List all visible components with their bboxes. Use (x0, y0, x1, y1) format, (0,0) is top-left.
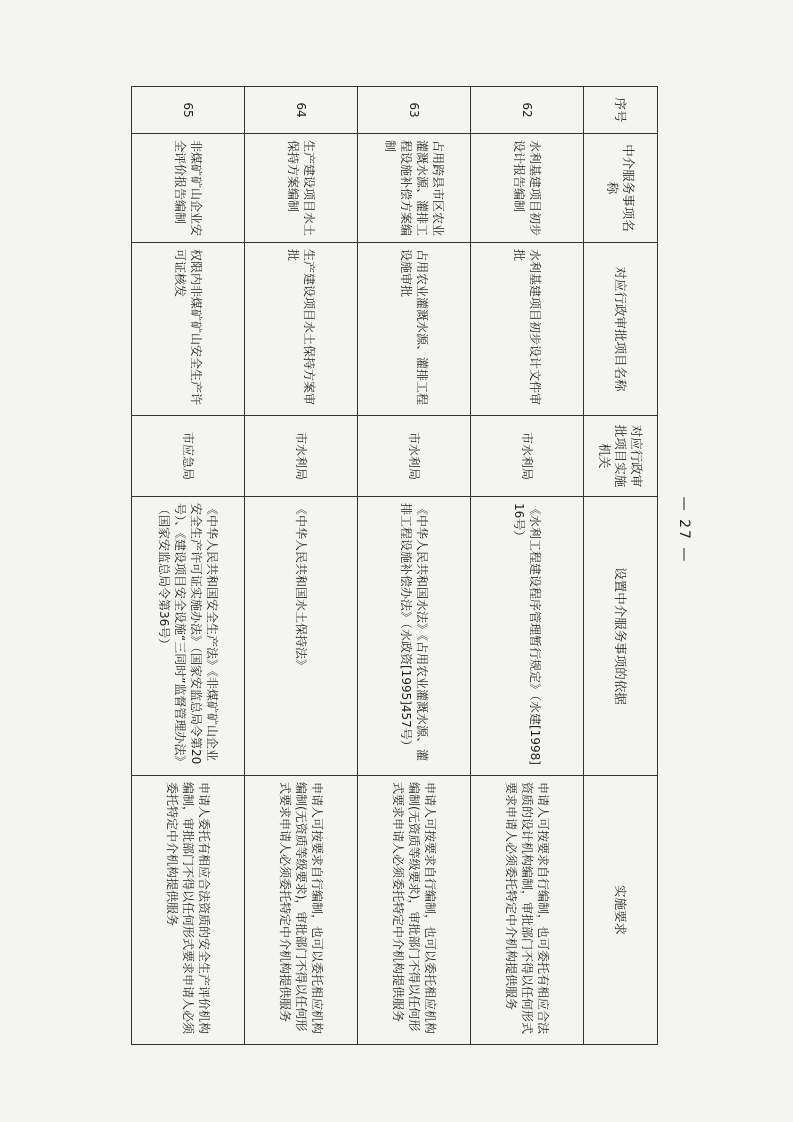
row-approval-name: 占用农业灌溉水源、灌排工程设施审批 (358, 243, 471, 416)
intermediary-services-table (131, 86, 658, 1045)
row-seq: 62 (471, 87, 584, 134)
table-row (132, 87, 245, 1045)
row-basis: 《中华人民共和国安全生产法》《非煤矿矿山企业安全生产许可证实施办法》（国家安监总局令第20号）、《建设项目安全设施“三同时”监督管理办法》（国家安监总局令第36号） (132, 497, 245, 776)
row-basis: 《中华人民共和国水土保持法》 (245, 497, 358, 776)
header-seq: 序号 (584, 87, 658, 134)
row-seq: 65 (132, 87, 245, 134)
row-requirement: 申请人可按要求自行编制，也可以委托相应机构编制(无资质等级要求)，审批部门不得以任何形式要求申请人必须委托特定中介机构提供服务 (358, 776, 471, 1045)
table-row (471, 87, 584, 1045)
header-basis: 设置中介服务事项的依据 (584, 497, 658, 776)
table-header-row (584, 87, 658, 1045)
row-basis: 《中华人民共和国水法》《占用农业灌溉水源、灌排工程设施补偿办法》（水政资[1995]457号） (358, 497, 471, 776)
row-agency: 市应急局 (132, 416, 245, 497)
row-service-name: 占用跨县市区农业灌溉水源、灌排工程设施补偿方案编制 (358, 134, 471, 243)
row-seq: 64 (245, 87, 358, 134)
row-agency: 市水利局 (358, 416, 471, 497)
row-requirement: 申请人可按要求自行编制，也可以委托相应机构编制(无资质等级要求)，审批部门不得以任何形式要求申请人必须委托特定中介机构提供服务 (245, 776, 358, 1045)
row-approval-name: 权限内非煤矿矿山安全生产许可证核发 (132, 243, 245, 416)
header-agency: 对应行政审批项目实施机关 (584, 416, 658, 497)
table-row (245, 87, 358, 1045)
row-basis: 《水利工程建设程序管理暂行规定》（水建[1998]16号） (471, 497, 584, 776)
row-requirement: 申请人委托有相应合法资质的安全生产评价机构编制，审批部门不得以任何形式要求申请人必须委托特定中介机构提供服务 (132, 776, 245, 1045)
row-agency: 市水利局 (471, 416, 584, 497)
row-service-name: 生产建设项目水土保持方案编制 (245, 134, 358, 243)
row-approval-name: 水利基建项目初步设计文件审批 (471, 243, 584, 416)
header-service-name: 中介服务事项名称 (584, 134, 658, 243)
header-approval-name: 对应行政审批项目名称 (584, 243, 658, 416)
row-service-name: 水利基建项目初步设计报告编制 (471, 134, 584, 243)
row-service-name: 非煤矿矿山企业安全评价报告编制 (132, 134, 245, 243)
row-agency: 市水利局 (245, 416, 358, 497)
page-number: — 27 — (676, 496, 692, 564)
row-seq: 63 (358, 87, 471, 134)
row-requirement: 申请人可按要求自行编制，也可委托有相应合法资质的设计机构编制，审批部门不得以任何形式要求申请人必须委托特定中介机构提供服务 (471, 776, 584, 1045)
table-row (358, 87, 471, 1045)
header-requirement: 实施要求 (584, 776, 658, 1045)
rotated-table-page (132, 86, 658, 1035)
row-approval-name: 生产建设项目水土保持方案审批 (245, 243, 358, 416)
